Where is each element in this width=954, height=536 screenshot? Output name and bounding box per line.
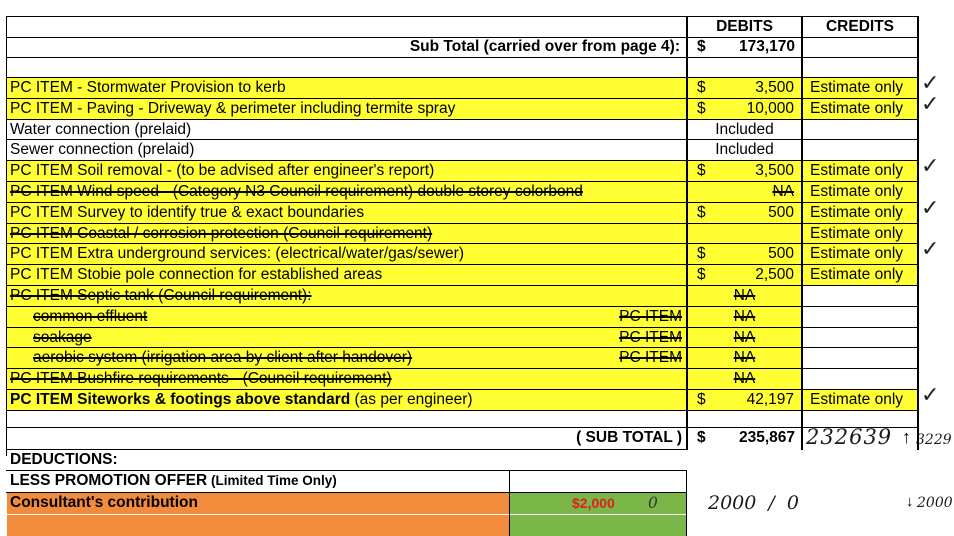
item-prefix: PC ITEM <box>10 245 73 263</box>
debit-cell <box>688 203 801 223</box>
deduction-right-border <box>686 470 687 536</box>
table-row <box>7 182 686 202</box>
debit-cell <box>688 182 801 202</box>
item-description <box>10 182 610 202</box>
credit-cell: Estimate only <box>803 99 917 119</box>
item-prefix: PC ITEM <box>10 183 73 200</box>
credit-cell <box>803 120 917 140</box>
item-amount: 42,197 <box>746 391 794 408</box>
handwritten-note: 2000 / 0 <box>708 492 800 514</box>
consultant-amount-cell <box>510 493 686 514</box>
item-description <box>10 120 610 140</box>
debit-cell <box>688 328 801 348</box>
table-row <box>7 265 686 285</box>
credit-cell: Estimate only <box>803 78 917 98</box>
item-prefix: PC ITEM <box>10 266 73 284</box>
item-description <box>10 369 610 389</box>
table-row <box>7 390 686 410</box>
table-row <box>7 120 686 140</box>
check-mark-icon: ✓ <box>921 236 940 262</box>
table-row <box>7 224 686 244</box>
promo-suffix: (Limited Time Only) <box>207 473 337 488</box>
item-desc-text: aerobic system (irrigation area by client after handover) <box>33 349 413 367</box>
item-description <box>10 99 610 119</box>
table-row <box>7 244 686 264</box>
item-amount: 2,500 <box>755 266 794 284</box>
item-prefix: PC ITEM <box>10 162 73 180</box>
consultant-label: Consultant's contribution <box>7 493 509 514</box>
item-debit-text: NA <box>733 287 756 304</box>
debit-cell <box>688 286 801 306</box>
orange-band <box>7 515 509 536</box>
item-desc-text: soakage <box>33 328 92 346</box>
consultant-mark: 0 <box>648 494 658 512</box>
handwritten-subtotal-extra: 3229 <box>916 432 952 448</box>
item-tag: PC ITEM <box>619 307 682 325</box>
check-mark-icon: ✓ <box>921 194 940 220</box>
item-amount: NA <box>772 183 794 200</box>
item-prefix: PC ITEM <box>10 370 73 388</box>
item-desc-text: - Paving - Driveway & perimeter including termite spray <box>72 99 456 117</box>
item-currency: $ <box>697 391 706 408</box>
item-prefix: PC ITEM <box>10 287 73 304</box>
credit-cell: Estimate only <box>803 161 917 181</box>
item-desc-text: common effluent <box>33 307 148 325</box>
table-row <box>7 161 686 181</box>
item-desc-text: Bushfire requirements - (Council requirement) <box>72 370 392 388</box>
table-row <box>7 99 686 119</box>
credit-col-border-right <box>917 16 919 450</box>
item-currency: $ <box>697 245 706 263</box>
credit-cell: Estimate only <box>803 224 917 244</box>
table-row <box>7 328 686 348</box>
item-debit-text: NA <box>733 307 756 325</box>
check-mark-icon: ✓ <box>921 90 940 116</box>
item-desc-text: Survey to identify true & exact boundaries <box>72 203 365 221</box>
subtotal-label: ( SUB TOTAL ) <box>576 429 682 446</box>
debit-cell <box>688 265 801 285</box>
item-description <box>10 78 610 98</box>
row-line <box>6 57 918 58</box>
subtotal-amount: 235,867 <box>738 429 795 446</box>
item-debit-text: Included <box>715 141 774 159</box>
item-description <box>10 224 610 244</box>
arrow-down-icon: ↓ <box>906 493 914 510</box>
credit-cell: Estimate only <box>803 203 917 223</box>
credit-cell: Estimate only <box>803 182 917 202</box>
debit-cell <box>688 369 801 389</box>
deductions-title: DEDUCTIONS: <box>10 451 118 468</box>
consultant-amount: $2,000 <box>572 495 615 511</box>
debit-cell <box>688 120 801 140</box>
item-desc-text: Sewer connection (prelaid) <box>10 141 195 159</box>
item-currency: $ <box>697 266 706 284</box>
check-mark-icon: ✓ <box>921 153 940 179</box>
credit-cell <box>803 328 917 348</box>
item-description <box>10 140 610 160</box>
table-row <box>7 369 686 389</box>
item-desc-suffix: (as per engineer) <box>350 391 473 408</box>
item-desc-text: - Stormwater Provision to kerb <box>72 79 286 96</box>
item-prefix: PC ITEM <box>10 99 73 117</box>
item-prefix: PC ITEM <box>10 203 73 221</box>
item-debit-text: NA <box>733 349 756 367</box>
item-desc-text: Water connection (prelaid) <box>10 120 192 138</box>
debit-cell <box>688 224 801 244</box>
item-desc-text: Soil removal - (to be advised after engineer's report) <box>72 162 435 180</box>
green-band <box>510 515 686 536</box>
handwritten-subtotal: 232639 <box>806 425 893 449</box>
credit-cell <box>803 348 917 368</box>
item-description <box>33 328 633 348</box>
item-debit-text: NA <box>733 370 756 388</box>
promo-row <box>10 471 510 491</box>
item-prefix: PC ITEM <box>10 79 73 96</box>
credit-cell <box>803 140 917 160</box>
item-description <box>10 390 610 410</box>
credit-cell <box>803 307 917 327</box>
credit-cell: Estimate only <box>803 265 917 285</box>
item-amount: 3,500 <box>755 79 794 96</box>
item-desc-text: Stobie pole connection for established areas <box>72 266 383 284</box>
item-desc-text: Wind speed - (Category N3 Council requirement) double storey colorbond <box>72 183 583 200</box>
item-desc-text: Extra underground services: (electrical/water/gas/sewer) <box>72 245 464 263</box>
item-currency: $ <box>697 203 706 221</box>
check-mark-icon: ✓ <box>921 382 940 407</box>
arrow-up-icon: ↑ <box>902 427 911 447</box>
row-line <box>6 410 918 411</box>
debit-cell <box>688 99 801 119</box>
item-description <box>10 161 610 181</box>
handwritten-right: 2000 <box>917 495 953 511</box>
item-description <box>33 348 633 368</box>
item-desc-text: Coastal / corrosion protection (Council requirement) <box>72 224 433 242</box>
item-desc-text: Siteworks & footings above standard <box>72 391 351 408</box>
promo-label: LESS PROMOTION OFFER <box>10 472 208 489</box>
check-mark-icon: ✓ <box>921 70 940 95</box>
item-amount: 3,500 <box>755 162 794 180</box>
credit-cell: Estimate only <box>803 390 917 410</box>
item-description <box>33 307 633 327</box>
item-debit-text: NA <box>733 328 756 346</box>
table-row <box>7 348 686 368</box>
item-amount: 500 <box>768 203 794 221</box>
credit-cell <box>803 286 917 306</box>
item-amount: 500 <box>768 245 794 263</box>
debit-cell <box>688 161 801 181</box>
item-tag: PC ITEM <box>619 349 682 367</box>
subtotal-currency: $ <box>697 429 706 446</box>
item-prefix: PC ITEM <box>10 391 73 408</box>
table-row <box>7 203 686 223</box>
debit-cell <box>688 390 801 410</box>
item-desc-text: Septic tank (Council requirement): <box>72 287 312 304</box>
debit-cell <box>688 140 801 160</box>
debit-cell <box>688 307 801 327</box>
item-currency: $ <box>697 162 706 180</box>
item-tag: PC ITEM <box>619 328 682 346</box>
credit-cell <box>803 369 917 389</box>
item-prefix: PC ITEM <box>10 224 73 242</box>
item-description <box>10 244 610 264</box>
debit-cell <box>688 78 801 98</box>
item-currency: $ <box>697 79 706 96</box>
debits-header: DEBITS <box>716 18 773 35</box>
debit-cell <box>688 244 801 264</box>
item-description <box>10 286 610 306</box>
carried-subtotal-label: Sub Total (carried over from page 4): <box>409 38 680 55</box>
item-description <box>10 265 610 285</box>
debit-cell <box>688 348 801 368</box>
carried-subtotal-amount: 173,170 <box>738 38 795 55</box>
table-row <box>7 140 686 160</box>
item-debit-text: Included <box>715 120 774 138</box>
credits-header: CREDITS <box>825 18 895 35</box>
credit-cell: Estimate only <box>803 244 917 264</box>
item-amount: 10,000 <box>746 99 794 117</box>
item-currency: $ <box>697 99 706 117</box>
table-row <box>7 286 686 306</box>
carried-subtotal-currency: $ <box>697 38 706 55</box>
item-description <box>10 203 610 223</box>
table-row <box>7 78 686 98</box>
table-row <box>7 307 686 327</box>
